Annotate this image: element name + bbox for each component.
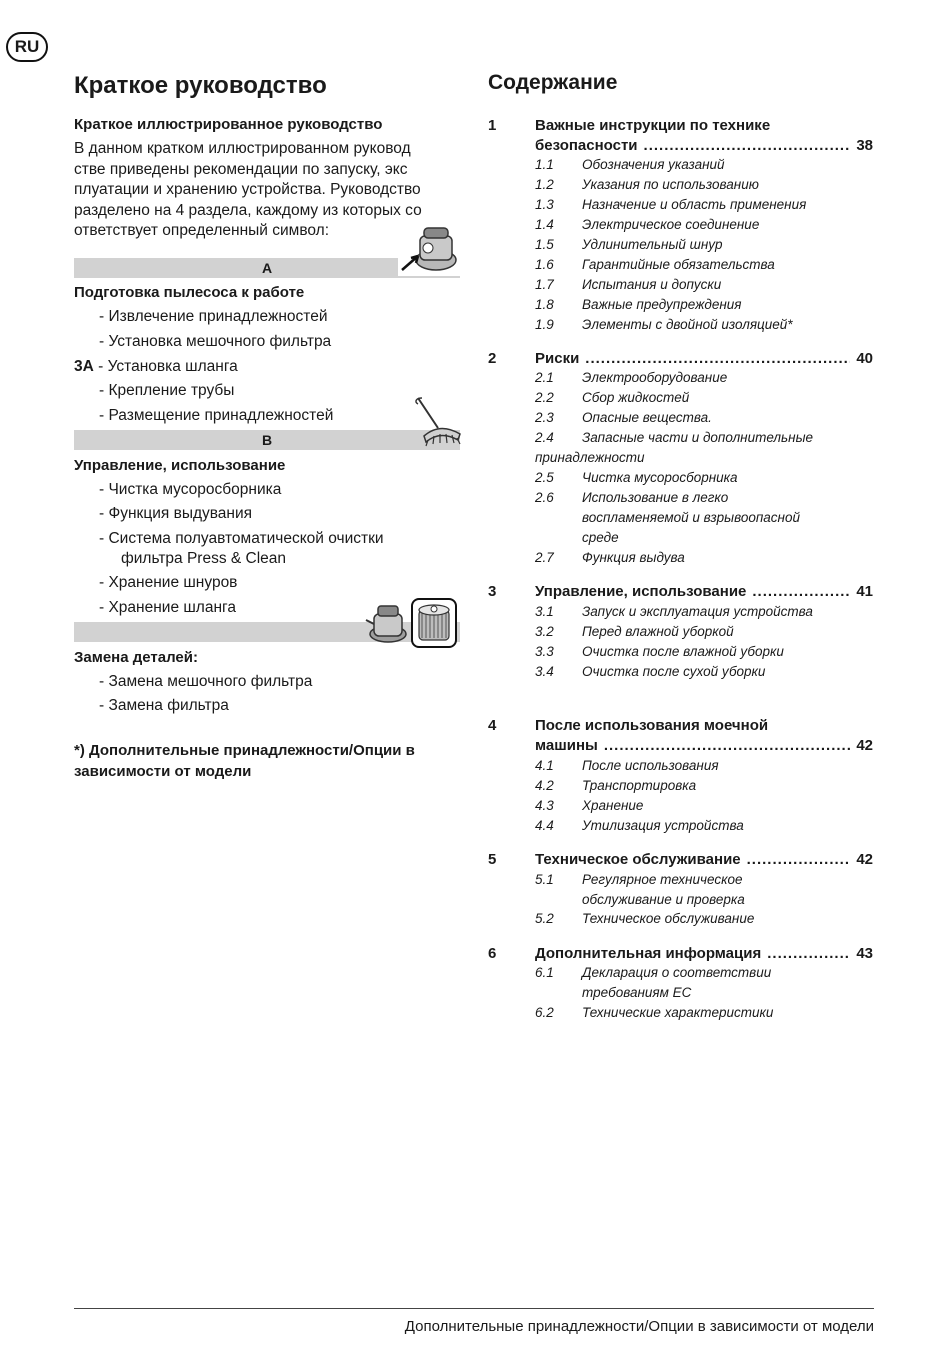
toc-sub-title[interactable]: Хранение bbox=[582, 798, 644, 813]
toc-sub-number: 6.1 bbox=[535, 965, 554, 980]
toc-sub-number: 1.3 bbox=[535, 197, 554, 212]
list-item: - Хранение шланга bbox=[99, 599, 236, 616]
toc-sub-number: 6.2 bbox=[535, 1005, 554, 1020]
item-prefix: 3A bbox=[74, 358, 94, 375]
intro-line: ответствует определенный символ: bbox=[74, 222, 330, 239]
toc-sub-title-continued[interactable]: принадлежности bbox=[535, 450, 645, 465]
toc-chapter-number: 2 bbox=[488, 350, 497, 367]
list-item: - Замена мешочного фильтра bbox=[99, 673, 313, 690]
toc-chapter-number: 5 bbox=[488, 851, 497, 868]
dot-leader bbox=[752, 583, 850, 600]
toc-chapter-title: После использования моечной bbox=[535, 717, 769, 734]
toc-page-number: 40 bbox=[856, 350, 873, 367]
list-item: - Хранение шнуров bbox=[99, 574, 238, 591]
dot-leader bbox=[747, 851, 851, 868]
toc-sub-title-continued[interactable]: требованиям ЕС bbox=[582, 985, 692, 1000]
toc-sub-title[interactable]: Использование в легко bbox=[582, 490, 729, 505]
toc-sub-title[interactable]: После использования bbox=[582, 758, 719, 773]
toc-sub-title-continued[interactable]: воспламеняемой и взрывоопасной bbox=[582, 510, 800, 525]
intro-line: разделено на 4 раздела, каждому из которых со bbox=[74, 201, 422, 219]
toc-sub-number: 1.4 bbox=[535, 217, 554, 232]
toc-sub-number: 2.5 bbox=[535, 470, 554, 485]
toc-chapter-title: машины bbox=[535, 737, 598, 754]
toc-sub-title[interactable]: Указания по использованию bbox=[582, 177, 759, 192]
toc-sub-number: 1.7 bbox=[535, 277, 554, 292]
toc-sub-title-continued[interactable]: среде bbox=[582, 530, 619, 545]
toc-sub-number: 4.2 bbox=[535, 778, 554, 793]
toc-sub-title[interactable]: Утилизация устройства bbox=[582, 818, 744, 833]
list-item: - Извлечение принадлежностей bbox=[99, 308, 328, 325]
toc-sub-title[interactable]: Технические характеристики bbox=[582, 1005, 774, 1020]
toc-page-number: 38 bbox=[856, 137, 873, 154]
toc-sub-number: 2.1 bbox=[535, 370, 554, 385]
intro-line: В данном кратком иллюстрированном руковод bbox=[74, 140, 411, 157]
toc-chapter-number: 3 bbox=[488, 583, 497, 600]
toc-chapter-number: 1 bbox=[488, 117, 497, 134]
toc-sub-title[interactable]: Очистка после сухой уборки bbox=[582, 664, 766, 679]
toc-sub-title[interactable]: Регулярное техническое bbox=[582, 872, 743, 887]
toc-chapter-title: Техническое обслуживание bbox=[535, 851, 741, 868]
toc-chapter-title: Важные инструкции по технике bbox=[535, 117, 771, 134]
toc-sub-title[interactable]: Техническое обслуживание bbox=[582, 911, 755, 926]
list-item bbox=[74, 358, 238, 376]
toc-chapter-number: 4 bbox=[488, 717, 497, 734]
toc-sub-number: 3.4 bbox=[535, 664, 554, 679]
toc-sub-number: 2.6 bbox=[535, 490, 554, 505]
list-item: - Замена фильтра bbox=[99, 697, 229, 714]
toc-chapter-entry[interactable] bbox=[535, 737, 873, 754]
toc-page-number: 43 bbox=[856, 945, 873, 962]
toc-chapter-entry[interactable] bbox=[535, 137, 873, 154]
section-a-bar: A bbox=[74, 258, 460, 278]
toc-sub-number: 1.5 bbox=[535, 237, 554, 252]
toc-chapter-entry[interactable] bbox=[535, 945, 873, 962]
section-b-title: Управление, использование bbox=[74, 457, 286, 474]
toc-sub-title[interactable]: Испытания и допуски bbox=[582, 277, 722, 292]
toc-sub-number: 2.4 bbox=[535, 430, 554, 445]
toc-sub-title[interactable]: Запасные части и дополнительные bbox=[582, 430, 814, 445]
toc-title: Содержание bbox=[488, 71, 618, 94]
vacuum-body-icon bbox=[364, 602, 410, 646]
section-a-title: Подготовка пылесоса к работе bbox=[74, 284, 305, 301]
toc-sub-title[interactable]: Удлинительный шнур bbox=[582, 237, 723, 252]
toc-sub-number: 2.7 bbox=[535, 550, 554, 565]
item-text: - Установка шланга bbox=[93, 358, 238, 375]
footer-divider bbox=[74, 1308, 874, 1309]
toc-sub-title[interactable]: Декларация о соответствии bbox=[582, 965, 772, 980]
toc-sub-title[interactable]: Запуск и эксплуатация устройства bbox=[582, 604, 813, 619]
toc-sub-number: 3.3 bbox=[535, 644, 554, 659]
toc-sub-title[interactable]: Очистка после влажной уборки bbox=[582, 644, 784, 659]
toc-sub-number: 4.4 bbox=[535, 818, 554, 833]
list-item: - Чистка мусоросборника bbox=[99, 481, 282, 498]
language-badge: RU bbox=[6, 32, 48, 62]
toc-sub-number: 1.2 bbox=[535, 177, 554, 192]
toc-sub-number: 4.3 bbox=[535, 798, 554, 813]
toc-sub-number: 5.2 bbox=[535, 911, 554, 926]
list-item: - Функция выдувания bbox=[99, 505, 253, 522]
brush-nozzle-icon bbox=[414, 396, 464, 448]
toc-chapter-number: 6 bbox=[488, 945, 497, 962]
toc-sub-title[interactable]: Гарантийные обязательства bbox=[582, 257, 775, 272]
toc-sub-number: 5.1 bbox=[535, 872, 554, 887]
list-item: фильтра Press & Clean bbox=[121, 550, 287, 567]
page-title: Краткое руководство bbox=[74, 72, 327, 99]
toc-chapter-entry[interactable] bbox=[535, 350, 873, 367]
toc-sub-number: 1.1 bbox=[535, 157, 554, 172]
toc-sub-number: 2.3 bbox=[535, 410, 554, 425]
toc-sub-title[interactable]: Сбор жидкостей bbox=[582, 390, 690, 405]
toc-chapter-entry[interactable] bbox=[535, 583, 873, 600]
toc-sub-title[interactable]: Опасные вещества. bbox=[582, 410, 712, 425]
toc-sub-title[interactable]: Функция выдува bbox=[582, 550, 685, 565]
intro-line: стве приведены рекомендации по запуску, экс bbox=[74, 160, 408, 178]
dot-leader bbox=[767, 945, 850, 962]
section-b-bar: B bbox=[74, 430, 460, 450]
toc-page-number: 42 bbox=[856, 851, 873, 868]
toc-sub-title[interactable]: Важные предупреждения bbox=[582, 297, 742, 312]
toc-chapter-title: безопасности bbox=[535, 137, 638, 154]
filter-icon bbox=[411, 598, 457, 648]
toc-sub-title[interactable]: Чистка мусоросборника bbox=[582, 470, 738, 485]
toc-sub-title[interactable]: Электрическое соединение bbox=[582, 217, 760, 232]
toc-sub-title[interactable]: Обозначения указаний bbox=[582, 157, 725, 172]
vacuum-prepare-icon bbox=[398, 222, 462, 276]
toc-chapter-title: Управление, использование bbox=[535, 583, 747, 600]
toc-sub-title[interactable]: Транспортировка bbox=[582, 778, 697, 793]
list-item: - Размещение принадлежностей bbox=[99, 407, 334, 424]
dot-leader bbox=[585, 350, 850, 367]
toc-sub-number: 3.2 bbox=[535, 624, 554, 639]
toc-page-number: 42 bbox=[856, 737, 873, 754]
toc-sub-number: 1.9 bbox=[535, 317, 554, 332]
toc-chapter-title: Риски bbox=[535, 350, 580, 367]
list-item: - Система полуавтоматической очистки bbox=[99, 530, 384, 547]
toc-sub-number: 3.1 bbox=[535, 604, 554, 619]
toc-sub-number: 2.2 bbox=[535, 390, 554, 405]
toc-chapter-title: Дополнительная информация bbox=[535, 945, 762, 962]
intro-line: плуатации и хранению устройства. Руководство bbox=[74, 181, 421, 198]
list-item: - Крепление трубы bbox=[99, 382, 235, 399]
footer-note: Дополнительные принадлежности/Опции в зависимости от модели bbox=[404, 1318, 874, 1335]
section-c-title: Замена деталей: bbox=[74, 649, 198, 666]
toc-chapter-entry[interactable] bbox=[535, 851, 873, 868]
left-subtitle: Краткое иллюстрированное руководство bbox=[74, 116, 383, 133]
dot-leader bbox=[604, 737, 850, 754]
toc-sub-number: 4.1 bbox=[535, 758, 554, 773]
list-item: - Установка мешочного фильтра bbox=[99, 333, 332, 350]
toc-sub-title[interactable]: Элементы с двойной изоляцией* bbox=[582, 317, 793, 332]
toc-sub-title-continued[interactable]: обслуживание и проверка bbox=[582, 892, 745, 907]
toc-sub-title[interactable]: Электрооборудование bbox=[582, 370, 728, 385]
toc-page-number: 41 bbox=[856, 583, 873, 600]
toc-sub-title[interactable]: Назначение и область применения bbox=[582, 197, 807, 212]
toc-sub-title[interactable]: Перед влажной уборкой bbox=[582, 624, 734, 639]
dot-leader bbox=[644, 137, 851, 154]
toc-sub-number: 1.6 bbox=[535, 257, 554, 272]
toc-sub-number: 1.8 bbox=[535, 297, 554, 312]
options-note: *) Дополнительные принадлежности/Опции в зависимости от модели bbox=[74, 742, 415, 780]
